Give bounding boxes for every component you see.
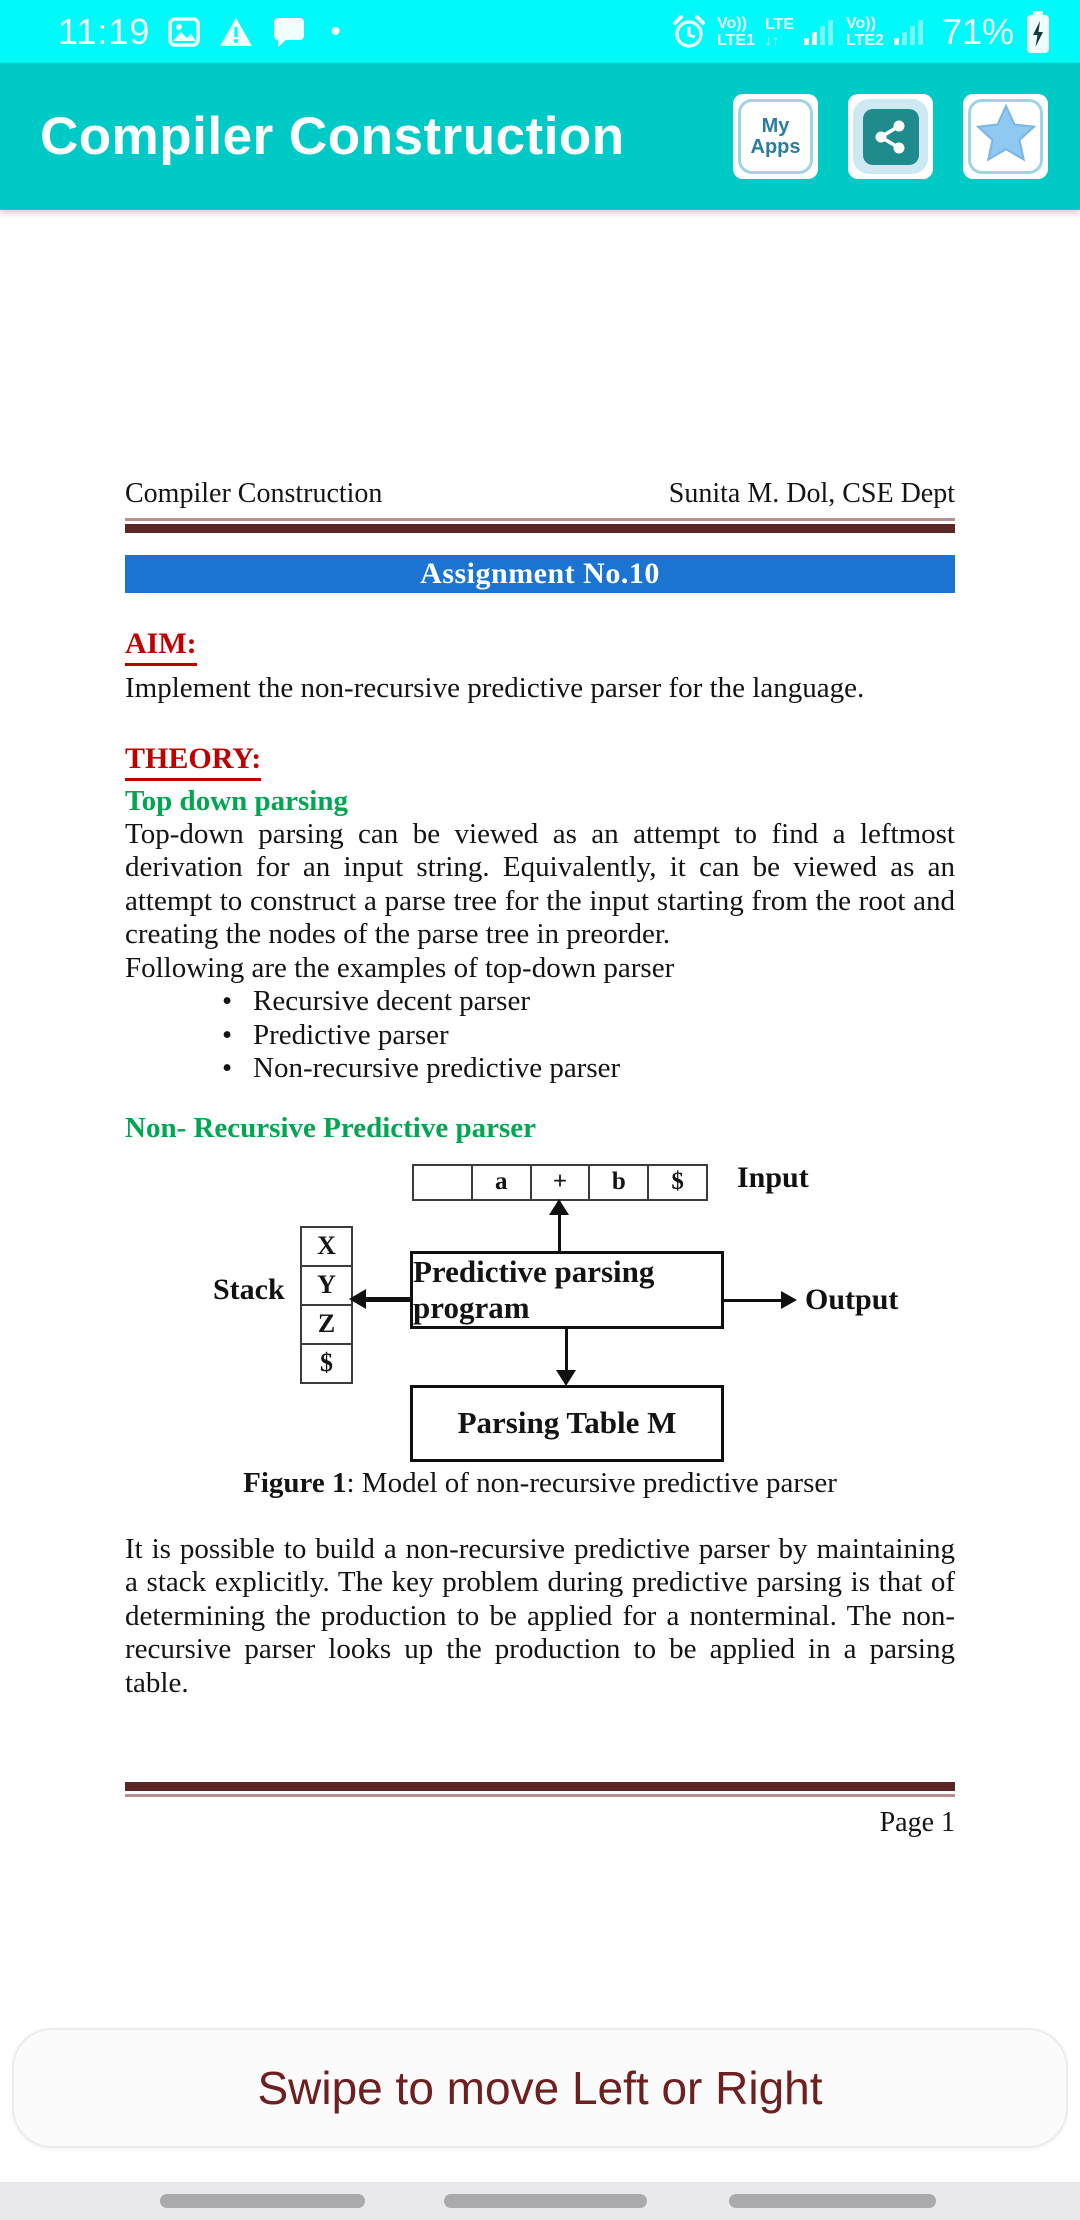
stack-cell: $ xyxy=(300,1343,353,1384)
status-bar xyxy=(0,0,1080,63)
lte-updown-label: LTE ↓↑ xyxy=(764,16,794,48)
favorite-button-frame xyxy=(968,99,1043,174)
stack-cell: Z xyxy=(300,1304,353,1345)
arrow-to-stack xyxy=(365,1297,410,1302)
doc-running-header xyxy=(125,210,955,510)
message-icon xyxy=(272,16,306,48)
arrow-to-input xyxy=(558,1214,561,1252)
share-button[interactable] xyxy=(848,94,933,179)
my-apps-button[interactable] xyxy=(733,94,818,179)
list-item: • Non-recursive predictive parser xyxy=(222,1052,621,1084)
screenshot-image-icon xyxy=(168,16,200,48)
sim1-volte-label: Vo)) LTE1 xyxy=(717,14,755,49)
share-icon xyxy=(863,109,919,165)
share-button-frame xyxy=(853,99,928,174)
list-item: • Predictive parser xyxy=(222,1018,449,1051)
favorite-button[interactable] xyxy=(963,94,1048,179)
stack-cell: X xyxy=(300,1226,353,1267)
nav-recents-button[interactable] xyxy=(160,2194,365,2208)
stack-cell: Y xyxy=(300,1265,353,1306)
figure-diagram xyxy=(125,1157,955,1509)
swipe-hint-label: Swipe to move Left or Right xyxy=(257,2062,823,2114)
assignment-banner xyxy=(125,555,955,593)
stack-column xyxy=(300,1226,353,1384)
clock-time: 11:19 xyxy=(58,10,151,52)
topdown-heading: Top down parsing xyxy=(125,784,348,817)
arrow-to-output xyxy=(724,1299,784,1302)
parsing-table-box: Parsing Table M xyxy=(410,1385,724,1462)
star-icon xyxy=(975,104,1037,169)
parsing-program-box: Predictive parsing program xyxy=(410,1251,724,1329)
battery-percent: 71% xyxy=(941,10,1014,52)
status-left-group xyxy=(58,11,341,53)
header-rule xyxy=(125,518,955,533)
notification-overflow-dot: • xyxy=(330,14,341,48)
input-buffer xyxy=(412,1164,708,1201)
page-number: Page 1 xyxy=(879,1807,955,1838)
document-content xyxy=(125,210,955,1839)
topdown-paragraph: Top-down parsing can be viewed as an attempt to find a leftmost derivation for an input string. Equivalently, it can be viewed as an attempt to construct a parse tree for the input starting from the root and creating the nodes of the parse tree in preorder. xyxy=(125,817,955,950)
warning-icon xyxy=(218,16,254,48)
stack-label: Stack xyxy=(213,1272,285,1306)
footer-rule xyxy=(125,1782,955,1797)
input-buffer-cell: + xyxy=(530,1166,589,1199)
nav-home-button[interactable] xyxy=(444,2194,647,2208)
closing-paragraph: It is possible to build a non-recursive predictive parser by maintaining a stack explicitly. The key problem during predictive parsing is that of determining the production to be applied for a nonterminal. The non-recursive parser looks up the production to be applied in a parsing table. xyxy=(125,1532,955,1699)
doc-header-left: Compiler Construction xyxy=(125,478,383,509)
signal-bars-sim2-icon xyxy=(894,17,926,47)
input-buffer-cell: a xyxy=(471,1166,530,1199)
arrow-to-output-head xyxy=(781,1291,797,1309)
swipe-hint-banner[interactable] xyxy=(12,2028,1068,2148)
output-label: Output xyxy=(805,1282,899,1316)
arrow-to-table xyxy=(565,1329,568,1372)
arrow-to-table-head xyxy=(556,1370,576,1386)
status-right-group xyxy=(671,10,1052,54)
input-buffer-cell xyxy=(414,1166,471,1199)
examples-intro: Following are the examples of top-down parser xyxy=(125,951,675,984)
bottom-nav-bar xyxy=(0,2182,1080,2220)
list-item: • Recursive decent parser xyxy=(222,985,530,1017)
nav-back-button[interactable] xyxy=(729,2194,936,2208)
input-buffer-cell: b xyxy=(588,1166,647,1199)
signal-bars-sim1-icon xyxy=(804,17,836,47)
aim-heading: AIM: xyxy=(125,627,955,666)
arrow-to-stack-head xyxy=(349,1289,366,1309)
app-bar xyxy=(0,63,1080,210)
document-page[interactable] xyxy=(0,210,1080,2028)
bullet-glyph: • xyxy=(222,1052,233,1084)
assignment-banner-label: Assignment No.10 xyxy=(420,557,660,590)
input-buffer-cell: $ xyxy=(647,1166,706,1199)
doc-header-right: Sunita M. Dol, CSE Dept xyxy=(668,478,955,509)
arrow-to-input-head xyxy=(549,1199,569,1215)
my-apps-label: My Apps xyxy=(750,114,801,158)
nonrecursive-heading: Non- Recursive Predictive parser xyxy=(125,1111,536,1144)
sim2-volte-label: Vo)) LTE2 xyxy=(846,14,884,49)
figure-caption: Figure 1: Model of non-recursive predictive parser xyxy=(243,1466,837,1499)
theory-heading: THEORY: xyxy=(125,742,955,781)
aim-text: Implement the non-recursive predictive parser for the language. xyxy=(125,672,865,704)
bullet-glyph: • xyxy=(222,985,233,1017)
input-label: Input xyxy=(737,1160,809,1194)
battery-charging-icon xyxy=(1024,10,1052,54)
my-apps-button-frame xyxy=(738,99,813,174)
app-title: Compiler Construction xyxy=(40,107,625,166)
bullet-glyph: • xyxy=(222,1018,233,1051)
alarm-clock-icon xyxy=(671,14,707,50)
